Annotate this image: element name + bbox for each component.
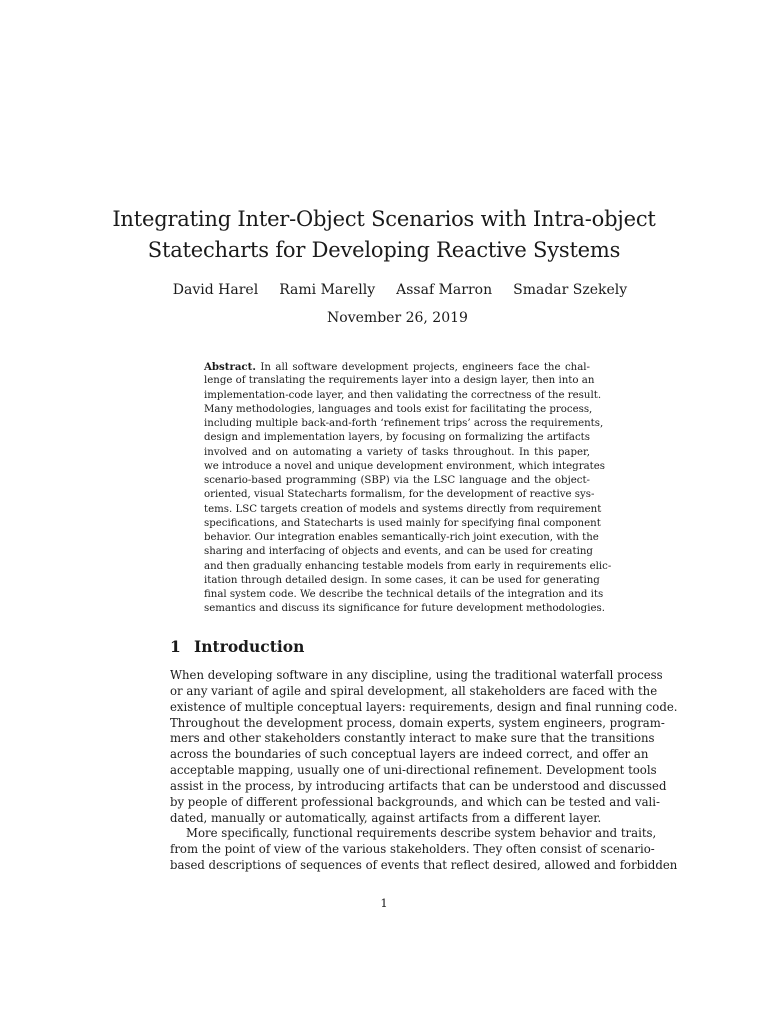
abstract-line: specifications, and Statecharts is used mainly for specifying final component — [204, 517, 601, 529]
body-line: More specifically, functional requirements describe system behavior and traits, — [186, 826, 657, 841]
body-line: Throughout the development process, domain experts, system engineers, program- — [170, 715, 665, 730]
body-line: by people of different professional backgrounds, and which can be tested and vali- — [170, 794, 660, 809]
body-line: acceptable mapping, usually one of uni-directional refinement. Development tools — [170, 763, 657, 778]
abstract-line: semantics and discuss its significance for future development methodologies. — [204, 603, 605, 615]
section-heading — [170, 637, 304, 657]
abstract-line: final system code. We describe the technical details of the integration and its — [204, 589, 604, 600]
abstract-line — [204, 360, 590, 374]
body-line: dated, manually or automatically, against artifacts from a different layer. — [170, 810, 602, 825]
author-2: Rami Marelly — [279, 282, 376, 298]
abstract-line: scenario-based programming (SBP) via the LSC language and the object- — [204, 475, 590, 486]
abstract-line: and then gradually enhancing testable models from early in requirements elic- — [204, 560, 612, 572]
author-list — [120, 281, 680, 299]
body-text — [170, 668, 678, 874]
abstract-line: oriented, visual Statecharts formalism, for the development of reactive sys- — [204, 489, 595, 501]
abstract-line: design and implementation layers, by focusing on formalizing the artifacts — [204, 432, 590, 444]
abstract-line: we introduce a novel and unique development environment, which integrates — [204, 460, 605, 472]
title-line-1: Integrating Inter-Object Scenarios with Intra-object — [112, 207, 656, 231]
body-line: assist in the process, by introducing artifacts that can be understood and discussed — [170, 778, 667, 793]
abstract — [204, 360, 612, 617]
title-line-2: Statecharts for Developing Reactive Systems — [147, 238, 621, 262]
body-line: from the point of view of the various stakeholders. They often consist of scenario- — [170, 842, 655, 857]
body-line: existence of multiple conceptual layers: requirements, design and final running code. — [170, 699, 678, 714]
author-4: Smadar Szekely — [513, 282, 628, 298]
page-number: 1 — [380, 896, 388, 910]
abstract-line: tems. LSC targets creation of models and systems directly from requirement — [204, 503, 602, 515]
body-line: across the boundaries of such conceptual layers are indeed correct, and offer an — [170, 747, 649, 762]
abstract-line: itation through detailed design. In some cases, it can be used for generating — [204, 574, 600, 586]
abstract-line-text: In all software development projects, engineers face the chal- — [255, 362, 590, 373]
abstract-line: sharing and interfacing of objects and events, and can be used for creating — [204, 546, 593, 558]
author-3: Assaf Marron — [396, 282, 493, 298]
abstract-line: Many methodologies, languages and tools exist for facilitating the process, — [204, 403, 593, 415]
abstract-line: implementation-code layer, and then validating the correctness of the result. — [204, 389, 602, 401]
body-line: based descriptions of sequences of events that reflect desired, allowed and forbidden — [170, 858, 678, 873]
abstract-line: including multiple back-and-forth ‘refinement trips’ across the requirements, — [204, 418, 604, 429]
author-1: David Harel — [172, 282, 259, 298]
body-line: When developing software in any discipline, using the traditional waterfall process — [170, 668, 663, 682]
section-number: 1 — [170, 637, 181, 656]
body-line: mers and other stakeholders constantly interact to make sure that the transitions — [170, 731, 655, 746]
abstract-line: lenge of translating the requirements layer into a design layer, then into an — [204, 375, 595, 387]
paper-date: November 26, 2019 — [327, 310, 468, 326]
paper-title — [100, 204, 668, 266]
abstract-line: behavior. Our integration enables semantically-rich joint execution, with the — [204, 532, 599, 543]
abstract-line: involved and on automating a variety of tasks throughout. In this paper, — [204, 446, 590, 458]
abstract-label: Abstract. — [204, 361, 256, 373]
section-title: Introduction — [194, 637, 305, 656]
body-line: or any variant of agile and spiral development, all stakeholders are faced with the — [170, 683, 658, 698]
